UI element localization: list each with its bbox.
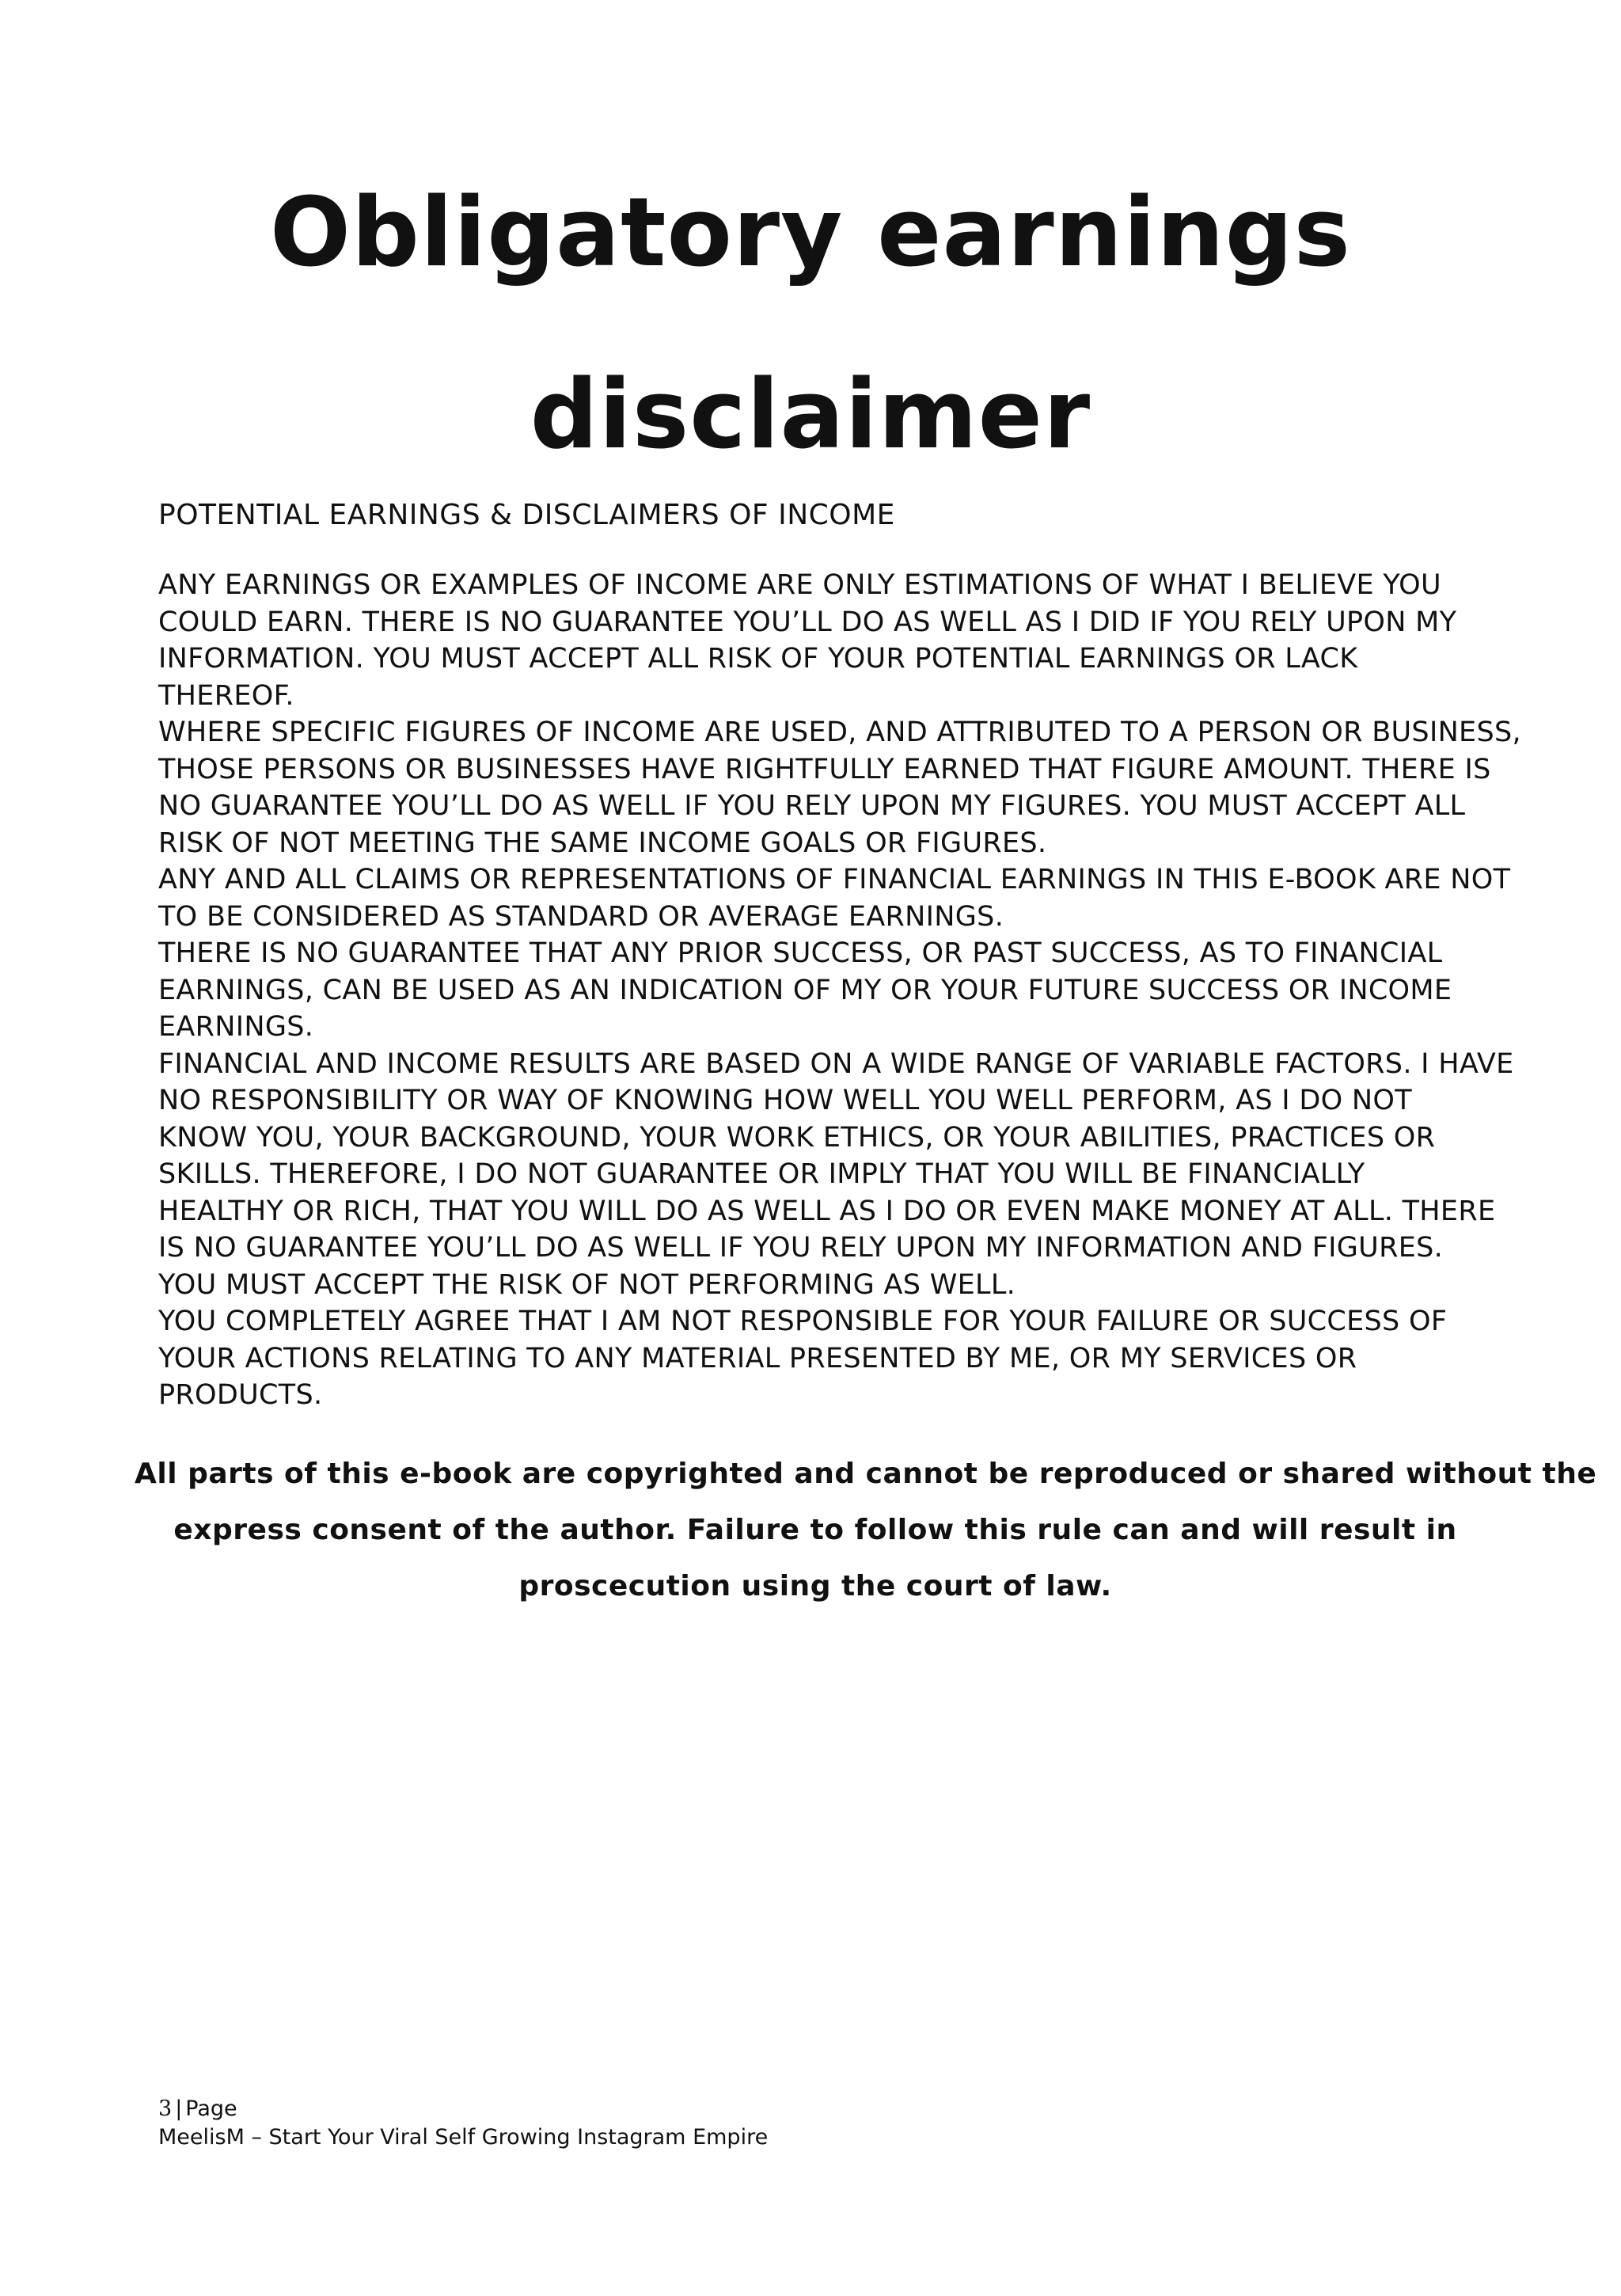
body-line: FINANCIAL AND INCOME RESULTS ARE BASED ON A WIDE RANGE OF VARIABLE FACTORS. I HAVE xyxy=(158,1047,1514,1080)
copyright-line: proscecution using the court of law. xyxy=(518,1570,1112,1602)
body-line: ANY EARNINGS OR EXAMPLES OF INCOME ARE ONLY ESTIMATIONS OF WHAT I BELIEVE YOU xyxy=(158,569,1441,601)
body-line: YOUR ACTIONS RELATING TO ANY MATERIAL PRESENTED BY ME, OR MY SERVICES OR xyxy=(158,1342,1357,1374)
body-line: COULD EARN. THERE IS NO GUARANTEE YOU’LL DO AS WELL AS I DID IF YOU RELY UPON MY xyxy=(158,606,1457,638)
body-line: EARNINGS, CAN BE USED AS AN INDICATION OF MY OR YOUR FUTURE SUCCESS OR INCOME xyxy=(158,974,1452,1006)
body-line: RISK OF NOT MEETING THE SAME INCOME GOALS OR FIGURES. xyxy=(158,827,1047,859)
disclaimer-body xyxy=(158,567,1521,1414)
copyright-line: express consent of the author. Failure to follow this rule can and will result in xyxy=(173,1514,1457,1546)
page-label: Page xyxy=(185,2096,237,2121)
page-separator: | xyxy=(175,2096,183,2121)
body-line: KNOW YOU, YOUR BACKGROUND, YOUR WORK ETHICS, OR YOUR ABILITIES, PRACTICES OR xyxy=(158,1121,1436,1154)
title-line-2: disclaimer xyxy=(530,360,1091,470)
page-indicator xyxy=(158,2095,768,2123)
body-line: THOSE PERSONS OR BUSINESSES HAVE RIGHTFULLY EARNED THAT FIGURE AMOUNT. THERE IS xyxy=(158,753,1491,785)
page-title xyxy=(0,143,1621,507)
body-line: NO GUARANTEE YOU’LL DO AS WELL IF YOU RELY UPON MY FIGURES. YOU MUST ACCEPT ALL xyxy=(158,790,1466,822)
body-line: NO RESPONSIBILITY OR WAY OF KNOWING HOW WELL YOU WELL PERFORM, AS I DO NOT xyxy=(158,1085,1412,1116)
body-line: TO BE CONSIDERED AS STANDARD OR AVERAGE EARNINGS. xyxy=(158,900,1004,933)
body-line: PRODUCTS. xyxy=(158,1379,323,1411)
body-line: HEALTHY OR RICH, THAT YOU WILL DO AS WELL AS I DO OR EVEN MAKE MONEY AT ALL. THERE xyxy=(158,1195,1496,1227)
body-line: THERE IS NO GUARANTEE THAT ANY PRIOR SUCCESS, OR PAST SUCCESS, AS TO FINANCIAL xyxy=(158,937,1443,969)
body-line: WHERE SPECIFIC FIGURES OF INCOME ARE USED, AND ATTRIBUTED TO A PERSON OR BUSINESS, xyxy=(158,717,1521,748)
book-title-footer: MeelisM – Start Your Viral Self Growing Instagram Empire xyxy=(158,2125,769,2150)
body-line: THEREOF. xyxy=(158,679,294,712)
body-line: EARNINGS. xyxy=(158,1011,314,1043)
body-line: SKILLS. THEREFORE, I DO NOT GUARANTEE OR IMPLY THAT YOU WILL BE FINANCIALLY xyxy=(158,1158,1365,1190)
body-line: IS NO GUARANTEE YOU’LL DO AS WELL IF YOU RELY UPON MY INFORMATION AND FIGURES. xyxy=(158,1232,1444,1264)
page-number: 3 xyxy=(158,2096,173,2121)
title-line-1: Obligatory earnings xyxy=(270,178,1351,288)
body-line: ANY AND ALL CLAIMS OR REPRESENTATIONS OF FINANCIAL EARNINGS IN THIS E-BOOK ARE NOT xyxy=(158,864,1511,895)
body-line: YOU COMPLETELY AGREE THAT I AM NOT RESPONSIBLE FOR YOUR FAILURE OR SUCCESS OF xyxy=(158,1306,1448,1337)
body-line: YOU MUST ACCEPT THE RISK OF NOT PERFORMING AS WELL. xyxy=(158,1268,1016,1301)
copyright-notice xyxy=(135,1446,1597,1614)
page-footer xyxy=(158,2095,768,2152)
copyright-line: All parts of this e-book are copyrighted and cannot be reproduced or shared without the xyxy=(135,1458,1597,1490)
section-heading: POTENTIAL EARNINGS & DISCLAIMERS OF INCOME xyxy=(158,499,895,531)
body-line: INFORMATION. YOU MUST ACCEPT ALL RISK OF YOUR POTENTIAL EARNINGS OR LACK xyxy=(158,643,1358,675)
